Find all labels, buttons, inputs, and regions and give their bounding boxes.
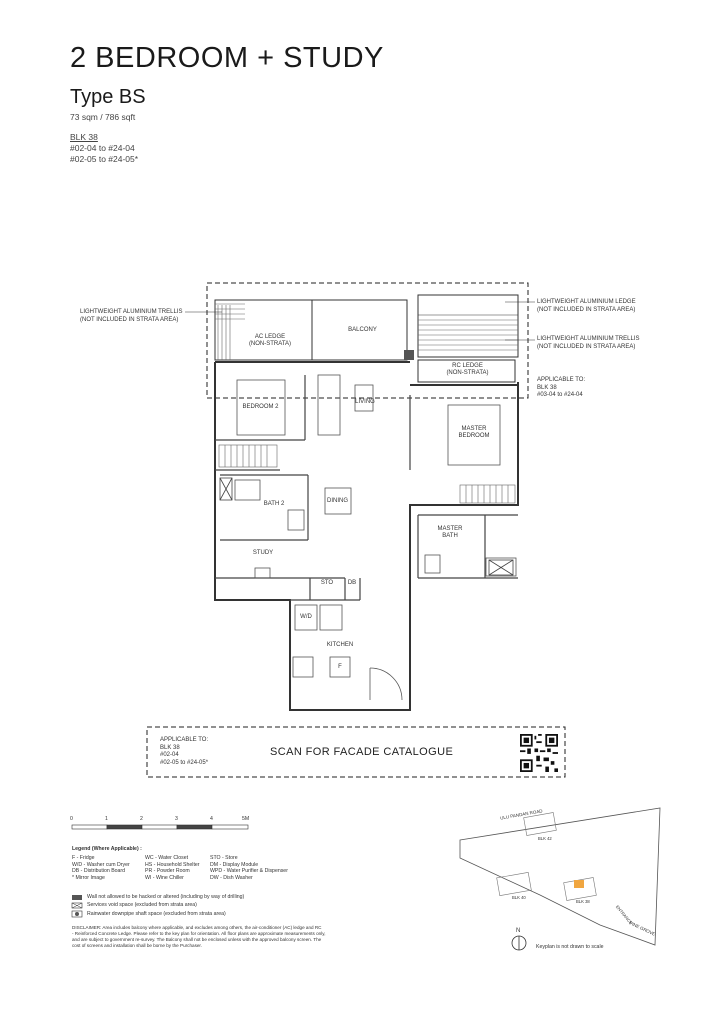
trellis-right-line2: (NOT INCLUDED IN STRATA AREA): [537, 343, 636, 350]
wardrobe-bedroom2: [219, 445, 277, 467]
rc-ledge-label: [435, 363, 500, 377]
void-symbol: [72, 903, 82, 908]
keyplan-blk40: BLK 40: [512, 895, 526, 900]
unit-walls: [215, 362, 518, 710]
facade-applicable-unit: #02-04: [160, 752, 179, 758]
legend-item: PR - Powder Room: [145, 868, 190, 875]
ledge-right-line1: LIGHTWEIGHT ALUMINIUM LEDGE: [537, 299, 636, 305]
applicable-top-block: BLK 38: [537, 384, 557, 391]
wc-bath2: [235, 480, 260, 500]
keyplan-road-right: PINE GROVE: [628, 920, 657, 937]
dining-label: DINING: [327, 498, 348, 504]
legend-item: W/D - Washer cum Dryer: [72, 861, 130, 868]
master-bedroom-line1: MASTER: [461, 426, 487, 432]
facade-applicable-range: #02-05 to #24-05*: [160, 759, 209, 766]
rc-ledge-line2: (NON-STRATA): [446, 370, 489, 376]
ac-ledge-label: [240, 334, 300, 348]
rainwater-downpipe: [404, 350, 414, 360]
keyplan-road-top: ULU PANDAN ROAD: [499, 808, 543, 821]
furniture: [219, 375, 516, 700]
disclaimer-line: DISCLAIMER: Area includes balcony where applicable, and excludes among others, the air-conditioner (AC) ledge and RC: [72, 925, 322, 930]
kitchen-label: KITCHEN: [326, 642, 354, 648]
legend-symbol-wall: Wall not allowed to be hacked or altered (including by way of drilling): [87, 894, 245, 900]
sink: [293, 657, 313, 677]
legend-col2: [145, 855, 200, 881]
unit-range-1: #02-04 to #24-04: [70, 143, 135, 153]
unit-highlight: [574, 880, 584, 888]
legend-col1: [72, 855, 130, 881]
keyplan-blk42: BLK 42: [538, 836, 552, 841]
applicable-top-units: #03-04 to #24-04: [537, 392, 583, 398]
ledge-right-label: [537, 299, 636, 314]
ledge-right-line2: (NOT INCLUDED IN STRATA AREA): [537, 306, 636, 313]
scale-bar: [72, 825, 248, 829]
scale-tick-2: 2: [140, 816, 143, 822]
ac-ledge-line2: (NON-STRATA): [248, 341, 292, 347]
legend-item: DB - Distribution Board: [72, 868, 126, 875]
master-bath-label: [430, 526, 470, 540]
basin-bath2: [288, 510, 304, 530]
master-bath-line1: MASTER: [437, 526, 463, 532]
wall-symbol: [72, 895, 82, 900]
master-bath-line2: BATH: [442, 533, 458, 539]
sofa: [318, 375, 340, 435]
legend-item: * Mirror Image: [72, 874, 105, 881]
legend-item: F - Fridge: [72, 855, 95, 861]
trellis-left-line2: (NOT INCLUDED IN STRATA AREA): [80, 316, 179, 323]
legend-item: WPD - Water Purifier & Dispenser: [210, 868, 288, 875]
wd-label: W/D: [300, 614, 312, 620]
hob: [320, 605, 342, 630]
leader-lines: [185, 302, 535, 340]
legend-symbol-void: Services void space (excluded from strata area): [87, 902, 197, 908]
keyplan-entrance: ENTRANCE: [614, 904, 634, 926]
trellis-right-label: [537, 336, 639, 351]
fridge-label: F: [338, 664, 342, 670]
plan-title: 2 BEDROOM + STUDY: [70, 42, 384, 74]
legend-heading: Legend (Where Applicable) :: [72, 846, 142, 852]
bedroom2-label: BEDROOM 2: [242, 404, 279, 410]
study-label: STUDY: [252, 550, 274, 556]
qr-code[interactable]: [520, 734, 558, 772]
store-label: STO: [320, 580, 334, 586]
scale-tick-5: 5M: [242, 816, 250, 822]
keyplan-note: Keyplan is not drawn to scale: [536, 944, 604, 950]
db-label: DB: [347, 580, 357, 586]
applicable-top-heading: APPLICABLE TO:: [537, 377, 586, 383]
legend-col3: [210, 855, 288, 881]
unit-area: 73 sqm / 786 sqft: [70, 112, 136, 122]
ac-ledge-line1: AC LEDGE: [254, 334, 286, 340]
scan-facade-text: SCAN FOR FACADE CATALOGUE: [270, 746, 454, 758]
master-bedroom-line2: BEDROOM: [458, 433, 490, 439]
legend-item: STO - Store: [210, 855, 238, 861]
entrance-door-swing: [370, 668, 402, 700]
master-bedroom-label: [445, 426, 503, 440]
trellis-right-line1: LIGHTWEIGHT ALUMINIUM TRELLIS: [537, 336, 640, 342]
scale-tick-1: 1: [105, 816, 108, 822]
disclaimer-line: and are subject to government re-survey. The Balcony shall not be enclosed unless with the approved balcony screen. The: [72, 937, 322, 942]
keyplan-blk38: BLK 38: [576, 899, 590, 904]
rc-ledge-line1: RC LEDGE: [452, 363, 483, 369]
keyplan: [460, 808, 660, 950]
legend-item: DW - Dish Washer: [210, 874, 253, 881]
unit-type: Type BS: [70, 86, 146, 108]
scale-tick-4: 4: [210, 816, 213, 822]
balcony-label: BALCONY: [348, 327, 377, 333]
block-number: BLK 38: [70, 132, 98, 142]
legend-item: WI - Wine Chiller: [145, 874, 184, 881]
applicable-top: [537, 377, 585, 400]
facade-applicable-block: BLK 38: [160, 744, 180, 751]
unit-range-2: #02-05 to #24-05*: [70, 154, 139, 164]
downpipe-symbol: [72, 911, 82, 917]
bath2-label: BATH 2: [263, 501, 285, 507]
scale-tick-3: 3: [175, 816, 178, 822]
trellis-left-line1: LIGHTWEIGHT ALUMINIUM TRELLIS: [80, 309, 183, 315]
study-desk: [255, 568, 270, 578]
keyplan-north: N: [516, 928, 521, 934]
legend-item: DM - Display Module: [210, 861, 259, 868]
facade-applicable-heading: APPLICABLE TO:: [160, 737, 209, 743]
wardrobe-master: [460, 485, 515, 503]
trellis-left-label: [80, 309, 182, 324]
disclaimer-line: cost of screens and installation shall be borne by the Purchaser.: [72, 943, 202, 948]
disclaimer-line: - Reinforced Concrete Ledge. Please refer to the key plan for orientation. All floor plans are approximate measurements only,: [72, 931, 326, 936]
disclaimer: [72, 925, 402, 949]
facade-applicable: [160, 737, 208, 767]
legend-symbol-downpipe: Rainwater downpipe shaft space (excluded from strata area): [87, 911, 226, 917]
legend-item: WC - Water Closet: [145, 855, 189, 861]
scale-tick-0: 0: [70, 816, 73, 822]
living-label: LIVING: [355, 399, 375, 405]
trellis-right: [418, 295, 518, 357]
wc-master: [425, 555, 440, 573]
legend-item: HS - Household Shelter: [145, 861, 200, 868]
trellis-left: [215, 300, 312, 360]
